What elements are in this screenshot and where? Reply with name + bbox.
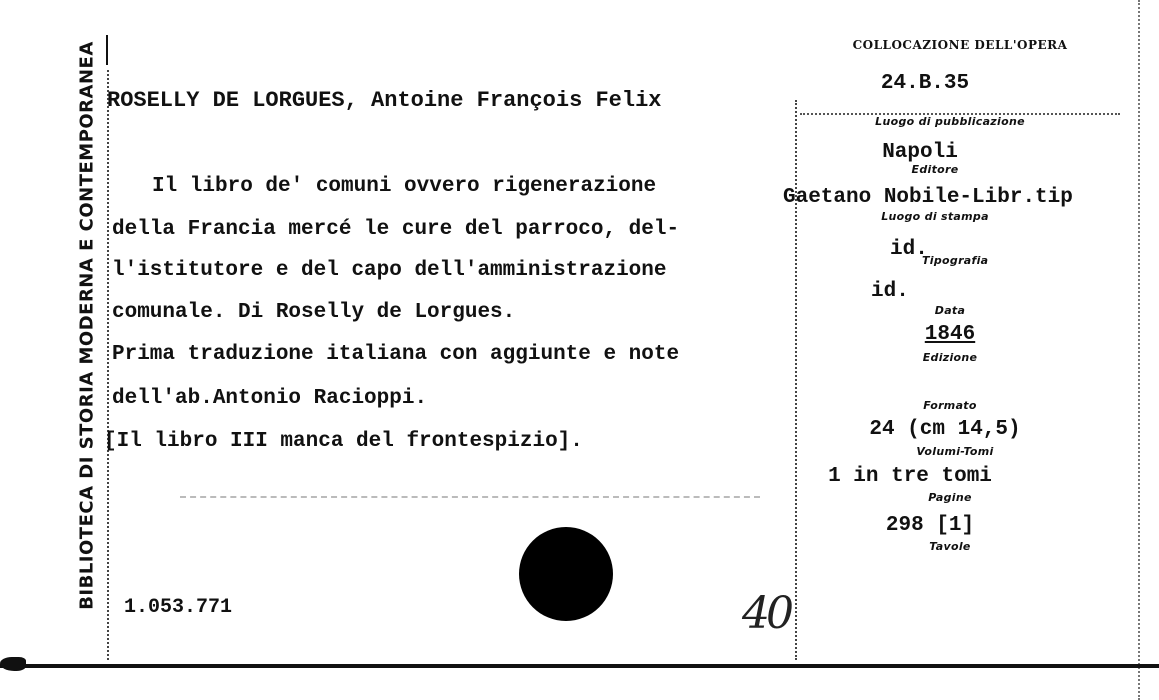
date-label: Data	[934, 304, 966, 317]
punch-hole	[519, 527, 613, 621]
plates-label: Tavole	[929, 540, 971, 553]
description-line: della Francia mercé le cure del parroco, del-	[112, 218, 680, 241]
description-line: comunale. Di Roselly de Lorgues.	[112, 301, 516, 324]
edition-label: Edizione	[922, 351, 978, 364]
description-line: l'istitutore e del capo dell'amministrazione	[112, 259, 667, 282]
print-place-label: Luogo di stampa	[881, 210, 989, 223]
description-line: Il libro de' comuni ovvero rigenerazione	[152, 175, 657, 198]
publisher: Gaetano Nobile-Libr.tip	[783, 186, 1073, 209]
description-note: [Il libro III manca del frontespizio].	[104, 430, 583, 453]
faint-rule	[180, 496, 760, 498]
publisher-label: Editore	[911, 163, 959, 176]
author-heading: ROSELLY DE LORGUES, Antoine François Felix	[107, 88, 662, 113]
printer-label: Tipografia	[922, 254, 989, 267]
card-bottom-edge	[0, 664, 1159, 668]
format: 24 (cm 14,5)	[869, 418, 1021, 441]
left-dotted-rule	[107, 70, 109, 660]
library-stamp-vertical: BIBLIOTECA DI STORIA MODERNA E CONTEMPORANEA	[76, 41, 98, 610]
place: Napoli	[882, 141, 958, 164]
print-place: id.	[890, 238, 928, 261]
format-label: Formato	[923, 399, 977, 412]
volumes: 1 in tre tomi	[828, 465, 992, 488]
printer: id.	[871, 280, 909, 303]
date: 1846	[924, 323, 976, 346]
place-label: Luogo di pubblicazione	[875, 115, 1025, 128]
right-edge-dots	[1138, 0, 1140, 700]
handwritten-mark: 40	[742, 588, 790, 639]
margin-mark	[106, 35, 108, 65]
column-divider	[795, 100, 797, 660]
description-line: dell'ab.Antonio Racioppi.	[112, 387, 428, 410]
collocation-header: COLLOCAZIONE DELL'OPERA	[852, 38, 1068, 52]
inventory-number: 1.053.771	[124, 596, 233, 619]
ink-blot	[0, 657, 26, 671]
pages: 298 [1]	[885, 514, 975, 537]
volumes-label: Volumi-Tomi	[916, 445, 994, 458]
description-line: Prima traduzione italiana con aggiunte e note	[112, 343, 680, 366]
pages-label: Pagine	[928, 491, 972, 504]
shelfmark: 24.B.35	[880, 72, 970, 95]
